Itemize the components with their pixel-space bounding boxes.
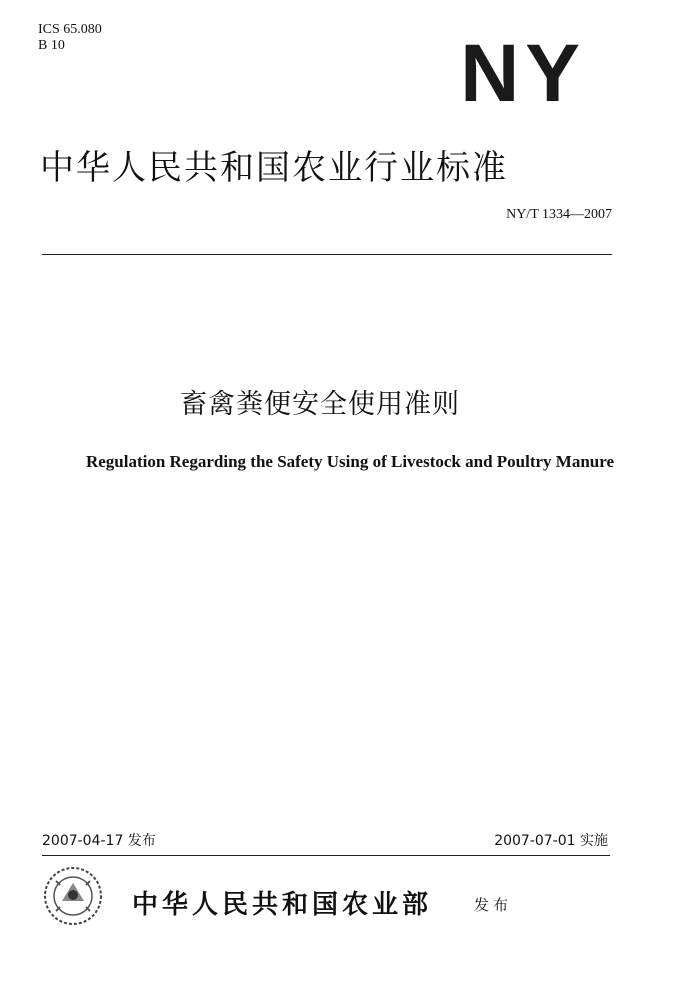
chinese-title: 畜禽粪便安全使用准则 bbox=[180, 389, 460, 420]
standard-type-heading: 中华人民共和国农业行业标准 bbox=[40, 148, 508, 188]
implementation-date: 2007-07-01 实施 bbox=[494, 833, 608, 849]
top-divider bbox=[42, 254, 612, 255]
issue-date: 2007-04-17 发布 bbox=[42, 833, 156, 849]
ministry-seal-icon bbox=[42, 865, 104, 927]
classification-codes bbox=[38, 22, 102, 54]
class-code: B 10 bbox=[38, 38, 65, 53]
standard-number: NY/T 1334—2007 bbox=[506, 207, 612, 222]
ics-code: ICS 65.080 bbox=[38, 22, 102, 37]
issuer-suffix: 发布 bbox=[474, 896, 513, 914]
bottom-divider bbox=[42, 855, 610, 856]
ny-logo: NY bbox=[460, 28, 586, 119]
issuer-name: 中华人民共和国农业部 bbox=[132, 890, 433, 920]
english-title: Regulation Regarding the Safety Using of Livestock and Poultry Manure bbox=[85, 452, 615, 471]
